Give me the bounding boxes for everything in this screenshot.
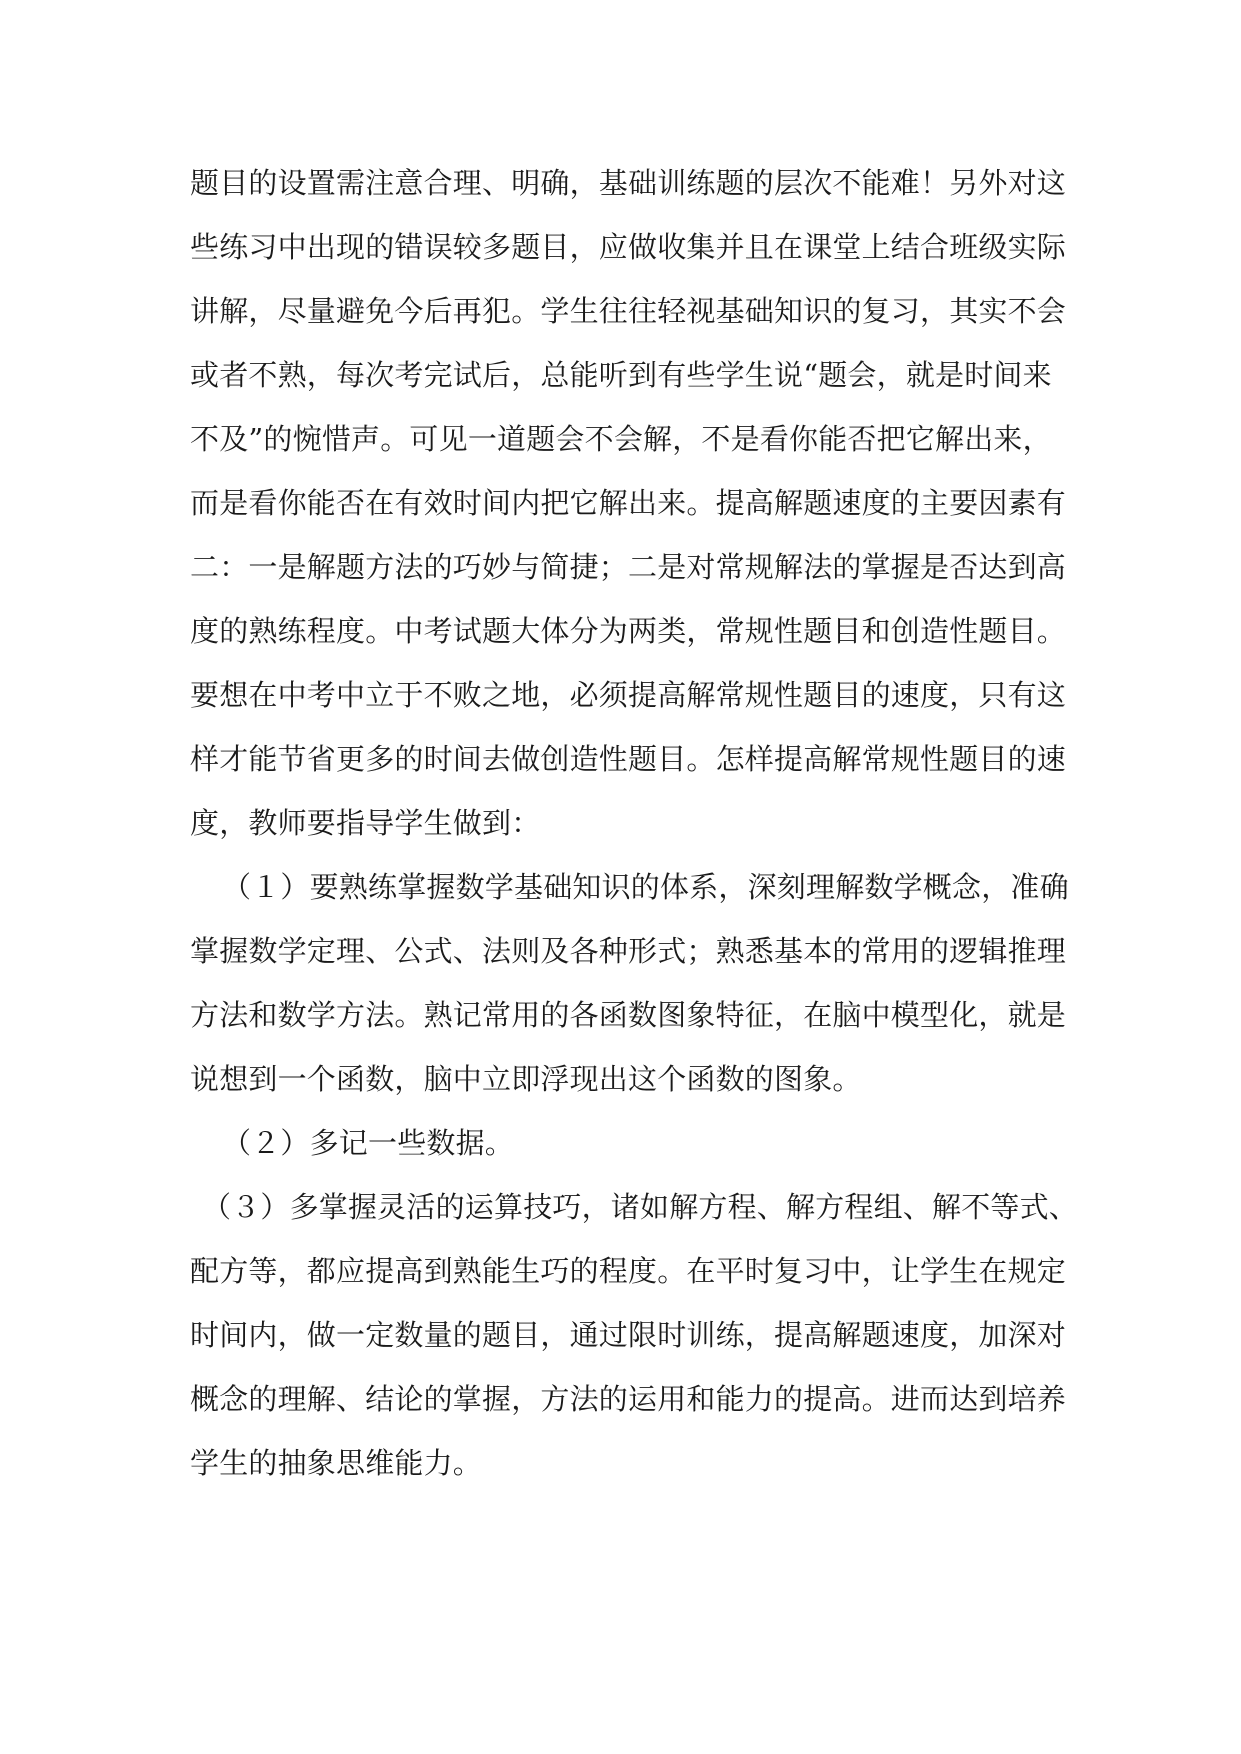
text-line: 学生的抽象思维能力。 bbox=[190, 1446, 483, 1480]
text-line: 方法和数学方法。熟记常用的各函数图象特征，在脑中模型化，就是 bbox=[190, 998, 1067, 1032]
text-line: 配方等，都应提高到熟能生巧的程度。在平时复习中，让学生在规定 bbox=[190, 1254, 1067, 1288]
text-line: 些练习中出现的错误较多题目，应做收集并且在课堂上结合班级实际 bbox=[190, 230, 1067, 264]
text-line: 度的熟练程度。中考试题大体分为两类，常规性题目和创造性题目。 bbox=[190, 614, 1067, 648]
text-line: 而是看你能否在有效时间内把它解出来。提高解题速度的主要因素有 bbox=[190, 486, 1067, 520]
text-line: 说想到一个函数，脑中立即浮现出这个函数的图象。 bbox=[190, 1062, 862, 1096]
text-line: 时间内，做一定数量的题目，通过限时训练，提高解题速度，加深对 bbox=[190, 1318, 1067, 1352]
text-line: 掌握数学定理、公式、法则及各种形式；熟悉基本的常用的逻辑推理 bbox=[190, 934, 1067, 968]
text-line: 不及”的惋惜声。可见一道题会不会解，不是看你能否把它解出来， bbox=[190, 422, 1052, 456]
text-line: 讲解，尽量避免今后再犯。学生往往轻视基础知识的复习，其实不会 bbox=[190, 294, 1067, 328]
text-line: 概念的理解、结论的掌握，方法的运用和能力的提高。进而达到培养 bbox=[190, 1382, 1067, 1416]
text-line: 二：一是解题方法的巧妙与简捷；二是对常规解法的掌握是否达到高 bbox=[190, 550, 1067, 584]
text-line: 度，教师要指导学生做到： bbox=[190, 806, 541, 840]
numbered-item-2: （２）多记一些数据。 bbox=[222, 1126, 515, 1160]
text-line: 样才能节省更多的时间去做创造性题目。怎样提高解常规性题目的速 bbox=[190, 742, 1067, 776]
numbered-item-1: （１）要熟练掌握数学基础知识的体系，深刻理解数学概念，准确 bbox=[222, 870, 1069, 904]
text-line: 要想在中考中立于不败之地，必须提高解常规性题目的速度，只有这 bbox=[190, 678, 1067, 712]
text-line: 题目的设置需注意合理、明确，基础训练题的层次不能难！另外对这 bbox=[190, 166, 1067, 200]
text-line: 或者不熟，每次考完试后，总能听到有些学生说“题会，就是时间来 bbox=[190, 358, 1052, 392]
numbered-item-3: （３）多掌握灵活的运算技巧，诸如解方程、解方程组、解不等式、 bbox=[202, 1190, 1079, 1224]
